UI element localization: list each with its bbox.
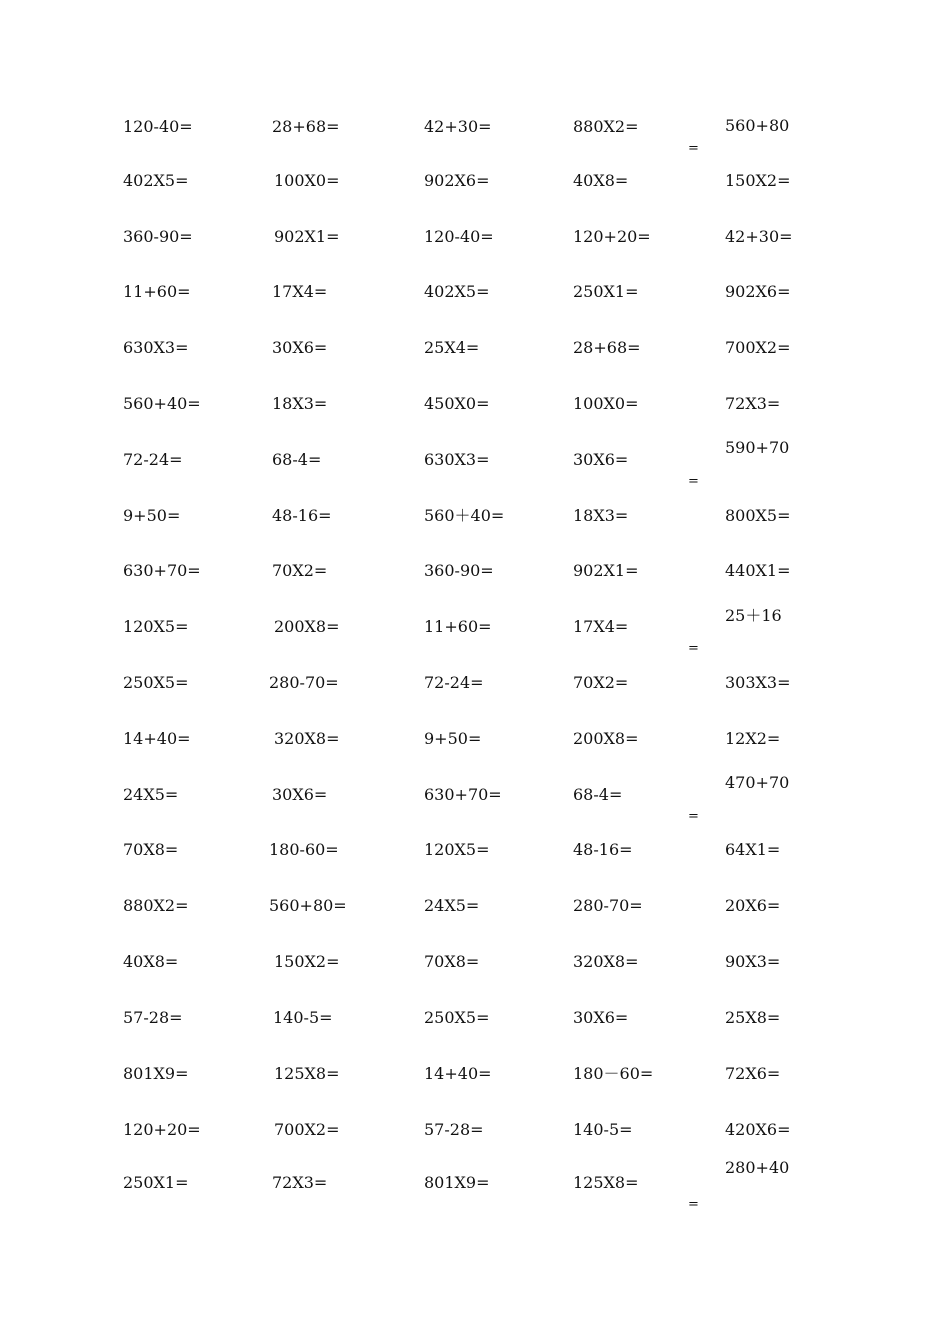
problem-c5-r16: 90X3= [725, 952, 781, 971]
problem-c5-r11: 303X3= [725, 673, 791, 692]
problem-c5-r8: 800X5= [725, 506, 791, 525]
problem-c3-r20: 801X9= [424, 1173, 490, 1192]
problem-c1-r8: 9+50= [123, 506, 181, 525]
problem-c4-r16: 320X8= [573, 952, 639, 971]
problem-c2-r19: 700X2= [274, 1120, 340, 1139]
problem-c1-r19: 120+20= [123, 1120, 201, 1139]
problem-c4-r4: 250X1= [573, 282, 639, 301]
problem-c2-r1: 28+68= [272, 117, 340, 136]
problem-c2-r8: 48-16= [272, 506, 332, 525]
problem-c4-r15: 280-70= [573, 896, 643, 915]
wrapped-equals-sign: = [688, 809, 699, 824]
problem-c3-r18: 14+40= [424, 1064, 492, 1083]
problem-c3-r4: 402X5= [424, 282, 490, 301]
problem-c2-r2: 100X0= [274, 171, 340, 190]
problem-c4-r8: 18X3= [573, 506, 629, 525]
problem-c4-r12: 200X8= [573, 729, 639, 748]
problem-c2-r4: 17X4= [272, 282, 328, 301]
problem-c1-r16: 40X8= [123, 952, 179, 971]
problem-c4-r20: 125X8= [573, 1173, 639, 1192]
problem-c1-r1: 120-40= [123, 117, 193, 136]
problem-c1-r14: 70X8= [123, 840, 179, 859]
wrapped-equals-sign: = [688, 1197, 699, 1212]
problem-c1-r7: 72-24= [123, 450, 183, 469]
problem-c1-r15: 880X2= [123, 896, 189, 915]
problem-c5-r2: 150X2= [725, 171, 791, 190]
problem-c3-r15: 24X5= [424, 896, 480, 915]
problem-c2-r5: 30X6= [272, 338, 328, 357]
problem-c1-r2: 402X5= [123, 171, 189, 190]
problem-c2-r18: 125X8= [274, 1064, 340, 1083]
problem-c3-r7: 630X3= [424, 450, 490, 469]
problem-c3-r6: 450X0= [424, 394, 490, 413]
problem-c5-r3: 42+30= [725, 227, 793, 246]
problem-c5-r9: 440X1= [725, 561, 791, 580]
wrapped-equals-sign: = [688, 474, 699, 489]
problem-c1-r10: 120X5= [123, 617, 189, 636]
problem-c5-r4: 902X6= [725, 282, 791, 301]
problem-c3-r10: 11+60= [424, 617, 492, 636]
problem-c2-r14: 180-60= [269, 840, 339, 859]
problem-c4-r7: 30X6= [573, 450, 629, 469]
problem-c3-r8: 560＋40= [424, 506, 505, 525]
problem-c3-r1: 42+30= [424, 117, 492, 136]
problem-c5-r14: 64X1= [725, 840, 781, 859]
problem-c2-r20: 72X3= [272, 1173, 328, 1192]
problem-c3-r2: 902X6= [424, 171, 490, 190]
problem-c2-r15: 560+80= [269, 896, 347, 915]
problem-c3-r3: 120-40= [424, 227, 494, 246]
problem-c2-r11: 280-70= [269, 673, 339, 692]
problem-c4-r13: 68-4= [573, 785, 623, 804]
problem-c5-r6: 72X3= [725, 394, 781, 413]
problem-c3-r11: 72-24= [424, 673, 484, 692]
problem-c4-r3: 120+20= [573, 227, 651, 246]
problem-c1-r9: 630+70= [123, 561, 201, 580]
problem-c3-r12: 9+50= [424, 729, 482, 748]
problem-c5-r19: 420X6= [725, 1120, 791, 1139]
problem-c2-r9: 70X2= [272, 561, 328, 580]
problem-c3-r19: 57-28= [424, 1120, 484, 1139]
problem-c1-r17: 57-28= [123, 1008, 183, 1027]
problem-c5-r18: 72X6= [725, 1064, 781, 1083]
problem-c1-r6: 560+40= [123, 394, 201, 413]
problem-c1-r5: 630X3= [123, 338, 189, 357]
wrapped-equals-sign: = [688, 141, 699, 156]
problem-c1-r13: 24X5= [123, 785, 179, 804]
problem-c3-r9: 360-90= [424, 561, 494, 580]
problem-c3-r16: 70X8= [424, 952, 480, 971]
problem-c3-r5: 25X4= [424, 338, 480, 357]
problem-c3-r17: 250X5= [424, 1008, 490, 1027]
problem-c2-r12: 320X8= [274, 729, 340, 748]
problem-c2-r17: 140-5= [273, 1008, 333, 1027]
problem-c4-r10: 17X4= [573, 617, 629, 636]
problem-c4-r6: 100X0= [573, 394, 639, 413]
problem-c1-r18: 801X9= [123, 1064, 189, 1083]
problem-c5-r7: 590+70 [725, 438, 790, 457]
problem-c5-r20: 280+40 [725, 1158, 790, 1177]
problem-c5-r10: 25＋16 [725, 606, 782, 625]
problem-c4-r2: 40X8= [573, 171, 629, 190]
problem-c4-r19: 140-5= [573, 1120, 633, 1139]
problem-c2-r3: 902X1= [274, 227, 340, 246]
problem-c2-r6: 18X3= [272, 394, 328, 413]
problem-c4-r11: 70X2= [573, 673, 629, 692]
problem-c5-r5: 700X2= [725, 338, 791, 357]
problem-c4-r18: 180－60= [573, 1064, 654, 1083]
problem-c5-r13: 470+70 [725, 773, 790, 792]
problem-c1-r12: 14+40= [123, 729, 191, 748]
problem-c4-r14: 48-16= [573, 840, 633, 859]
problem-c1-r4: 11+60= [123, 282, 191, 301]
problem-c3-r13: 630+70= [424, 785, 502, 804]
problem-c5-r12: 12X2= [725, 729, 781, 748]
problem-c4-r17: 30X6= [573, 1008, 629, 1027]
problem-c4-r5: 28+68= [573, 338, 641, 357]
problem-c1-r3: 360-90= [123, 227, 193, 246]
problem-c5-r15: 20X6= [725, 896, 781, 915]
wrapped-equals-sign: = [688, 641, 699, 656]
problem-c3-r14: 120X5= [424, 840, 490, 859]
problem-c4-r1: 880X2= [573, 117, 639, 136]
problem-c5-r1: 560+80 [725, 116, 790, 135]
problem-c1-r20: 250X1= [123, 1173, 189, 1192]
problem-c2-r16: 150X2= [274, 952, 340, 971]
problem-c1-r11: 250X5= [123, 673, 189, 692]
problem-c2-r7: 68-4= [272, 450, 322, 469]
problem-c5-r17: 25X8= [725, 1008, 781, 1027]
problem-c2-r13: 30X6= [272, 785, 328, 804]
problem-c4-r9: 902X1= [573, 561, 639, 580]
problem-c2-r10: 200X8= [274, 617, 340, 636]
